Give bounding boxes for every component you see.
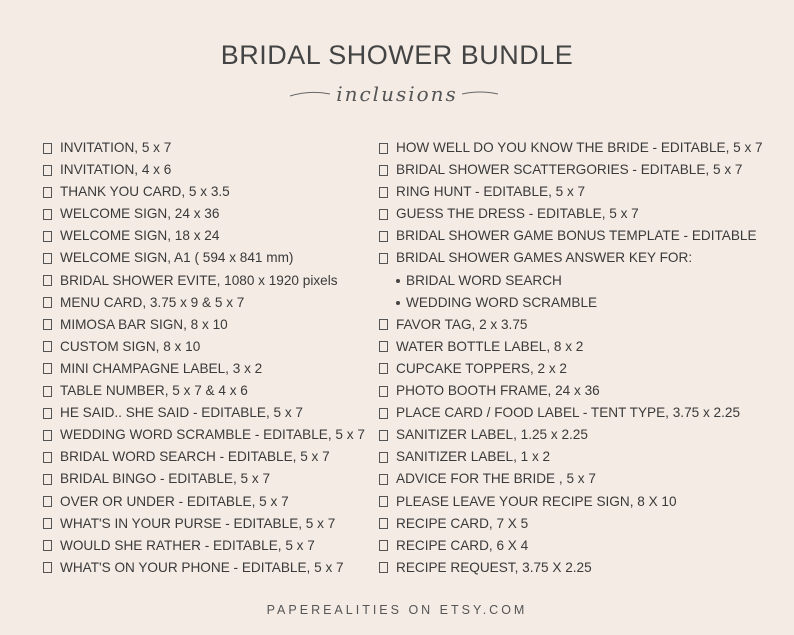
list-item: WHAT'S ON YOUR PHONE - EDITABLE, 5 x 7 [43,557,373,579]
checkbox-icon [43,408,52,419]
subtitle-flourish [0,78,794,114]
checkbox-icon [379,452,388,463]
checkbox-icon [379,165,388,176]
list-item: BRIDAL WORD SEARCH - EDITABLE, 5 x 7 [43,446,373,468]
list-item: WEDDING WORD SCRAMBLE - EDITABLE, 5 x 7 [43,424,373,446]
list-item: PHOTO BOOTH FRAME, 24 x 36 [379,380,784,402]
list-item: SANITIZER LABEL, 1.25 x 2.25 [379,424,784,446]
list-item: HOW WELL DO YOU KNOW THE BRIDE - EDITABLE, 5 x 7 [379,137,784,159]
checkbox-icon [379,209,388,220]
list-item: FAVOR TAG, 2 x 3.75 [379,314,784,336]
checkbox-icon [43,386,52,397]
page-title: BRIDAL SHOWER BUNDLE [220,40,574,70]
footer-credit: PAPEREALITIES ON ETSY.COM [266,603,528,617]
list-item: MENU CARD, 3.75 x 9 & 5 x 7 [43,292,373,314]
list-item: BRIDAL SHOWER SCATTERGORIES - EDITABLE, 5 x 7 [379,159,784,181]
list-item: OVER OR UNDER - EDITABLE, 5 x 7 [43,491,373,513]
checkbox-icon [43,562,52,573]
list-item: INVITATION, 5 x 7 [43,137,373,159]
list-item: MIMOSA BAR SIGN, 8 x 10 [43,314,373,336]
inclusions-list-right [379,137,784,579]
checkbox-icon [43,341,52,352]
checkbox-icon [43,187,52,198]
checkbox-icon [379,430,388,441]
checkbox-icon [379,474,388,485]
list-item: TABLE NUMBER, 5 x 7 & 4 x 6 [43,380,373,402]
checkbox-icon [43,452,52,463]
checkbox-icon [379,496,388,507]
checkbox-icon [43,518,52,529]
list-item: RING HUNT - EDITABLE, 5 x 7 [379,181,784,203]
list-item: MINI CHAMPAGNE LABEL, 3 x 2 [43,358,373,380]
checkbox-icon [43,474,52,485]
list-item: BRIDAL SHOWER GAME BONUS TEMPLATE - EDITABLE [379,225,784,247]
checkbox-icon [43,363,52,374]
bullet-icon [396,279,400,283]
list-item: PLEASE LEAVE YOUR RECIPE SIGN, 8 X 10 [379,491,784,513]
inclusions-list-left [43,137,373,579]
list-item: WATER BOTTLE LABEL, 8 x 2 [379,336,784,358]
checkbox-icon [379,143,388,154]
checkbox-icon [43,297,52,308]
checkbox-icon [379,231,388,242]
list-item: WELCOME SIGN, 24 x 36 [43,203,373,225]
checkbox-icon [379,540,388,551]
checkbox-icon [43,319,52,330]
checkbox-icon [43,253,52,264]
checkbox-icon [43,540,52,551]
list-item: WELCOME SIGN, A1 ( 594 x 841 mm) [43,247,373,269]
list-item: BRIDAL BINGO - EDITABLE, 5 x 7 [43,468,373,490]
checkbox-icon [43,430,52,441]
list-item: WOULD SHE RATHER - EDITABLE, 5 x 7 [43,535,373,557]
checkbox-icon [43,165,52,176]
list-item: CUSTOM SIGN, 8 x 10 [43,336,373,358]
list-item: WELCOME SIGN, 18 x 24 [43,225,373,247]
checkbox-icon [379,363,388,374]
list-item: RECIPE CARD, 7 X 5 [379,513,784,535]
checkbox-icon [43,275,52,286]
checkbox-icon [379,408,388,419]
list-item: GUESS THE DRESS - EDITABLE, 5 x 7 [379,203,784,225]
list-item: SANITIZER LABEL, 1 x 2 [379,446,784,468]
checkbox-icon [43,231,52,242]
list-item: WHAT'S IN YOUR PURSE - EDITABLE, 5 x 7 [43,513,373,535]
checkbox-icon [379,518,388,529]
checkbox-icon [379,187,388,198]
list-item: INVITATION, 4 x 6 [43,159,373,181]
list-item: THANK YOU CARD, 5 x 3.5 [43,181,373,203]
checkbox-icon [43,496,52,507]
checkbox-icon [379,562,388,573]
list-item: BRIDAL SHOWER EVITE, 1080 x 1920 pixels [43,270,373,292]
list-item: ADVICE FOR THE BRIDE , 5 x 7 [379,468,784,490]
checkbox-icon [379,386,388,397]
list-item: CUPCAKE TOPPERS, 2 x 2 [379,358,784,380]
sub-list-item: BRIDAL WORD SEARCH [379,270,784,292]
page-subtitle: inclusions [336,82,458,106]
sub-list-item: WEDDING WORD SCRAMBLE [379,292,784,314]
list-item: RECIPE REQUEST, 3.75 X 2.25 [379,557,784,579]
list-item: BRIDAL SHOWER GAMES ANSWER KEY FOR: [379,247,784,269]
bullet-icon [396,301,400,305]
list-item: HE SAID.. SHE SAID - EDITABLE, 5 x 7 [43,402,373,424]
checkbox-icon [43,209,52,220]
checkbox-icon [379,319,388,330]
list-item: RECIPE CARD, 6 X 4 [379,535,784,557]
checkbox-icon [379,253,388,264]
list-item: PLACE CARD / FOOD LABEL - TENT TYPE, 3.75 x 2.25 [379,402,784,424]
checkbox-icon [43,143,52,154]
checkbox-icon [379,341,388,352]
